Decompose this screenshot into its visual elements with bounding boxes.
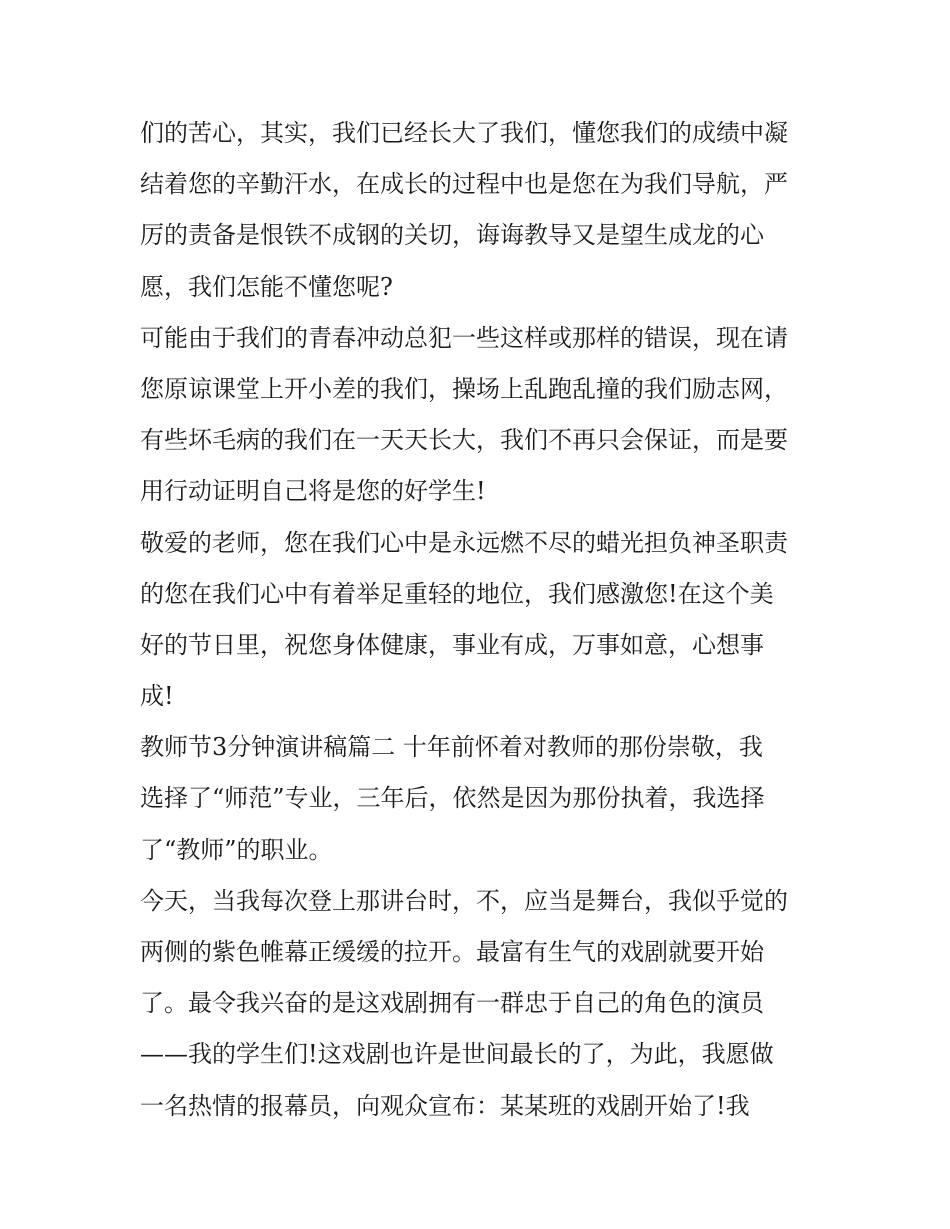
text-line: 厉的责备是恨铁不成钢的关切，诲诲教导又是望生成龙的心 [140, 221, 764, 250]
text-line: 敬爱的老师，您在我们心中是永远燃不尽的蜡光担负神圣职责 [140, 528, 788, 557]
document-body-text [140, 108, 820, 1132]
text-line: 两侧的紫色帷幕正缓缓的拉开。最富有生气的戏剧就要开始 [140, 938, 764, 966]
text-line: 的您在我们心中有着举足重轻的地位，我们感激您!在这个美 [140, 579, 774, 608]
text-line: 愿，我们怎能不懂您呢? [140, 272, 393, 301]
text-line: 今天，当我每次登上那讲台时，不，应当是舞台，我似乎觉的 [140, 886, 788, 915]
text-line: 了“教师”的职业。 [140, 835, 333, 864]
text-line: 好的节日里，祝您身体健康，事业有成，万事如意，心想事 [140, 630, 764, 659]
text-line: 您原谅课堂上开小差的我们，操场上乱跑乱撞的我们励志网， [140, 374, 788, 403]
text-line: 用行动证明自己将是您的好学生! [140, 477, 486, 506]
text-line: 可能由于我们的青春冲动总犯一些这样或那样的错误，现在请 [140, 323, 788, 352]
text-line: 成! [140, 682, 174, 711]
text-line: 们的苦心，其实，我们已经长大了我们，懂您我们的成绩中凝 [140, 119, 788, 147]
text-line: 选择了“师范”专业，三年后，依然是因为那份执着，我选择 [140, 784, 765, 813]
text-line: 一名热情的报幕员，向观众宣布：某某班的戏剧开始了!我 [140, 1091, 750, 1120]
text-line: 了。最令我兴奋的是这戏剧拥有一群忠于自己的角色的演员 [140, 989, 764, 1018]
text-line: ——我的学生们!这戏剧也许是世间最长的了，为此，我愿做 [140, 1040, 774, 1069]
text-line: 结着您的辛勤汗水，在成长的过程中也是您在为我们导航，严 [140, 170, 788, 199]
text-line: 教师节3分钟演讲稿篇二 十年前怀着对教师的那份崇敬，我 [140, 733, 763, 762]
text-line: 有些坏毛病的我们在一天天长大，我们不再只会保证，而是要 [140, 426, 788, 455]
